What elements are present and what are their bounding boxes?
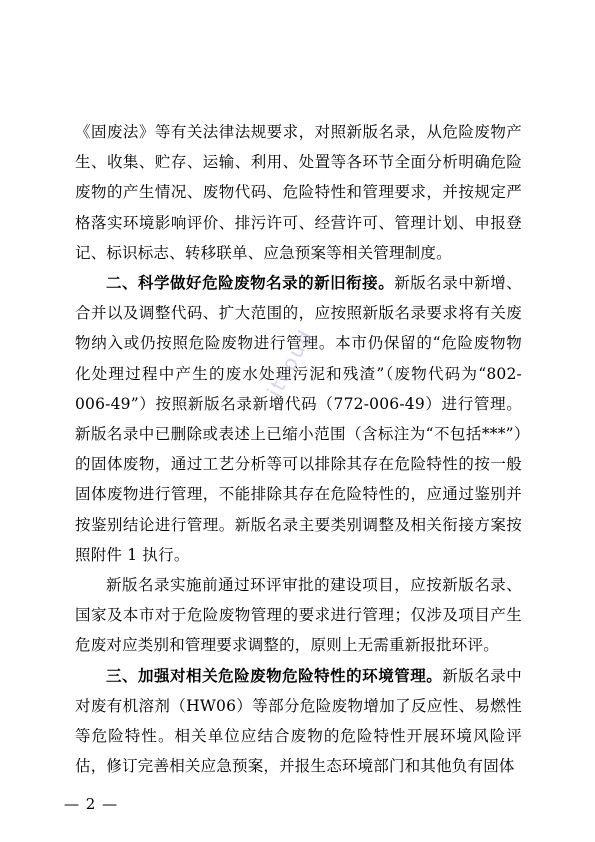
- page-number: — 2 —: [64, 795, 119, 813]
- section-heading-2: 二、科学做好危险废物名录的新旧衔接。: [106, 273, 395, 293]
- document-body: [75, 117, 522, 781]
- paragraph-2: [75, 268, 522, 570]
- paragraph-2-text: 新版名录中新增、合并以及调整代码、扩大范围的，应按照新版名录要求将有关废物纳入或仍按照危险废物进行管理。本市仍保留的“危险废物物化处理过程中产生的废水处理污泥和残渣”（废物代码为“802-006-49”）按照新版名录新增代码（772-006-49）进行管理。新版名录中已删除或表述上已缩小范围（含标注为“不包括***”）的固体废物，通过工艺分析等可以排除其存在危险特性的按一般固体废物进行管理，不能排除其存在危险特性的，应通过鉴别并按鉴别结论进行管理。新版名录主要类别调整及相关衔接方案按照附件 1 执行。: [75, 274, 522, 564]
- paragraph-3: [75, 570, 522, 661]
- paragraph-4: [75, 661, 522, 782]
- paragraph-1: [75, 117, 522, 268]
- section-heading-3: 三、加强对相关危险废物危险特性的环境管理。: [106, 665, 443, 685]
- paragraph-4-text: 新版名录中对废有机溶剂（HW06）等部分危险废物增加了反应性、易燃性等危险特性。相关单位应结合废物的危险特性开展环境风险评估，修订完善相关应急预案，并报生态环境部门和其他负有固体: [75, 666, 522, 776]
- paragraph-1-text: 《固废法》等有关法律法规要求，对照新版名录，从危险废物产生、收集、贮存、运输、利用、处置等各环节全面分析明确危险废物的产生情况、废物代码、危险特性和管理要求，并按规定严格落实环境影响评价、排污许可、经营许可、管理计划、申报登记、标识标志、转移联单、应急预案等相关管理制度。: [75, 123, 522, 262]
- watermark: itcoud: [262, 324, 318, 402]
- paragraph-3-text: 新版名录实施前通过环评审批的建设项目，应按新版名录、国家及本市对于危险废物管理的要求进行管理；仅涉及项目产生危废对应类别和管理要求调整的，原则上无需重新报批环评。: [75, 576, 522, 655]
